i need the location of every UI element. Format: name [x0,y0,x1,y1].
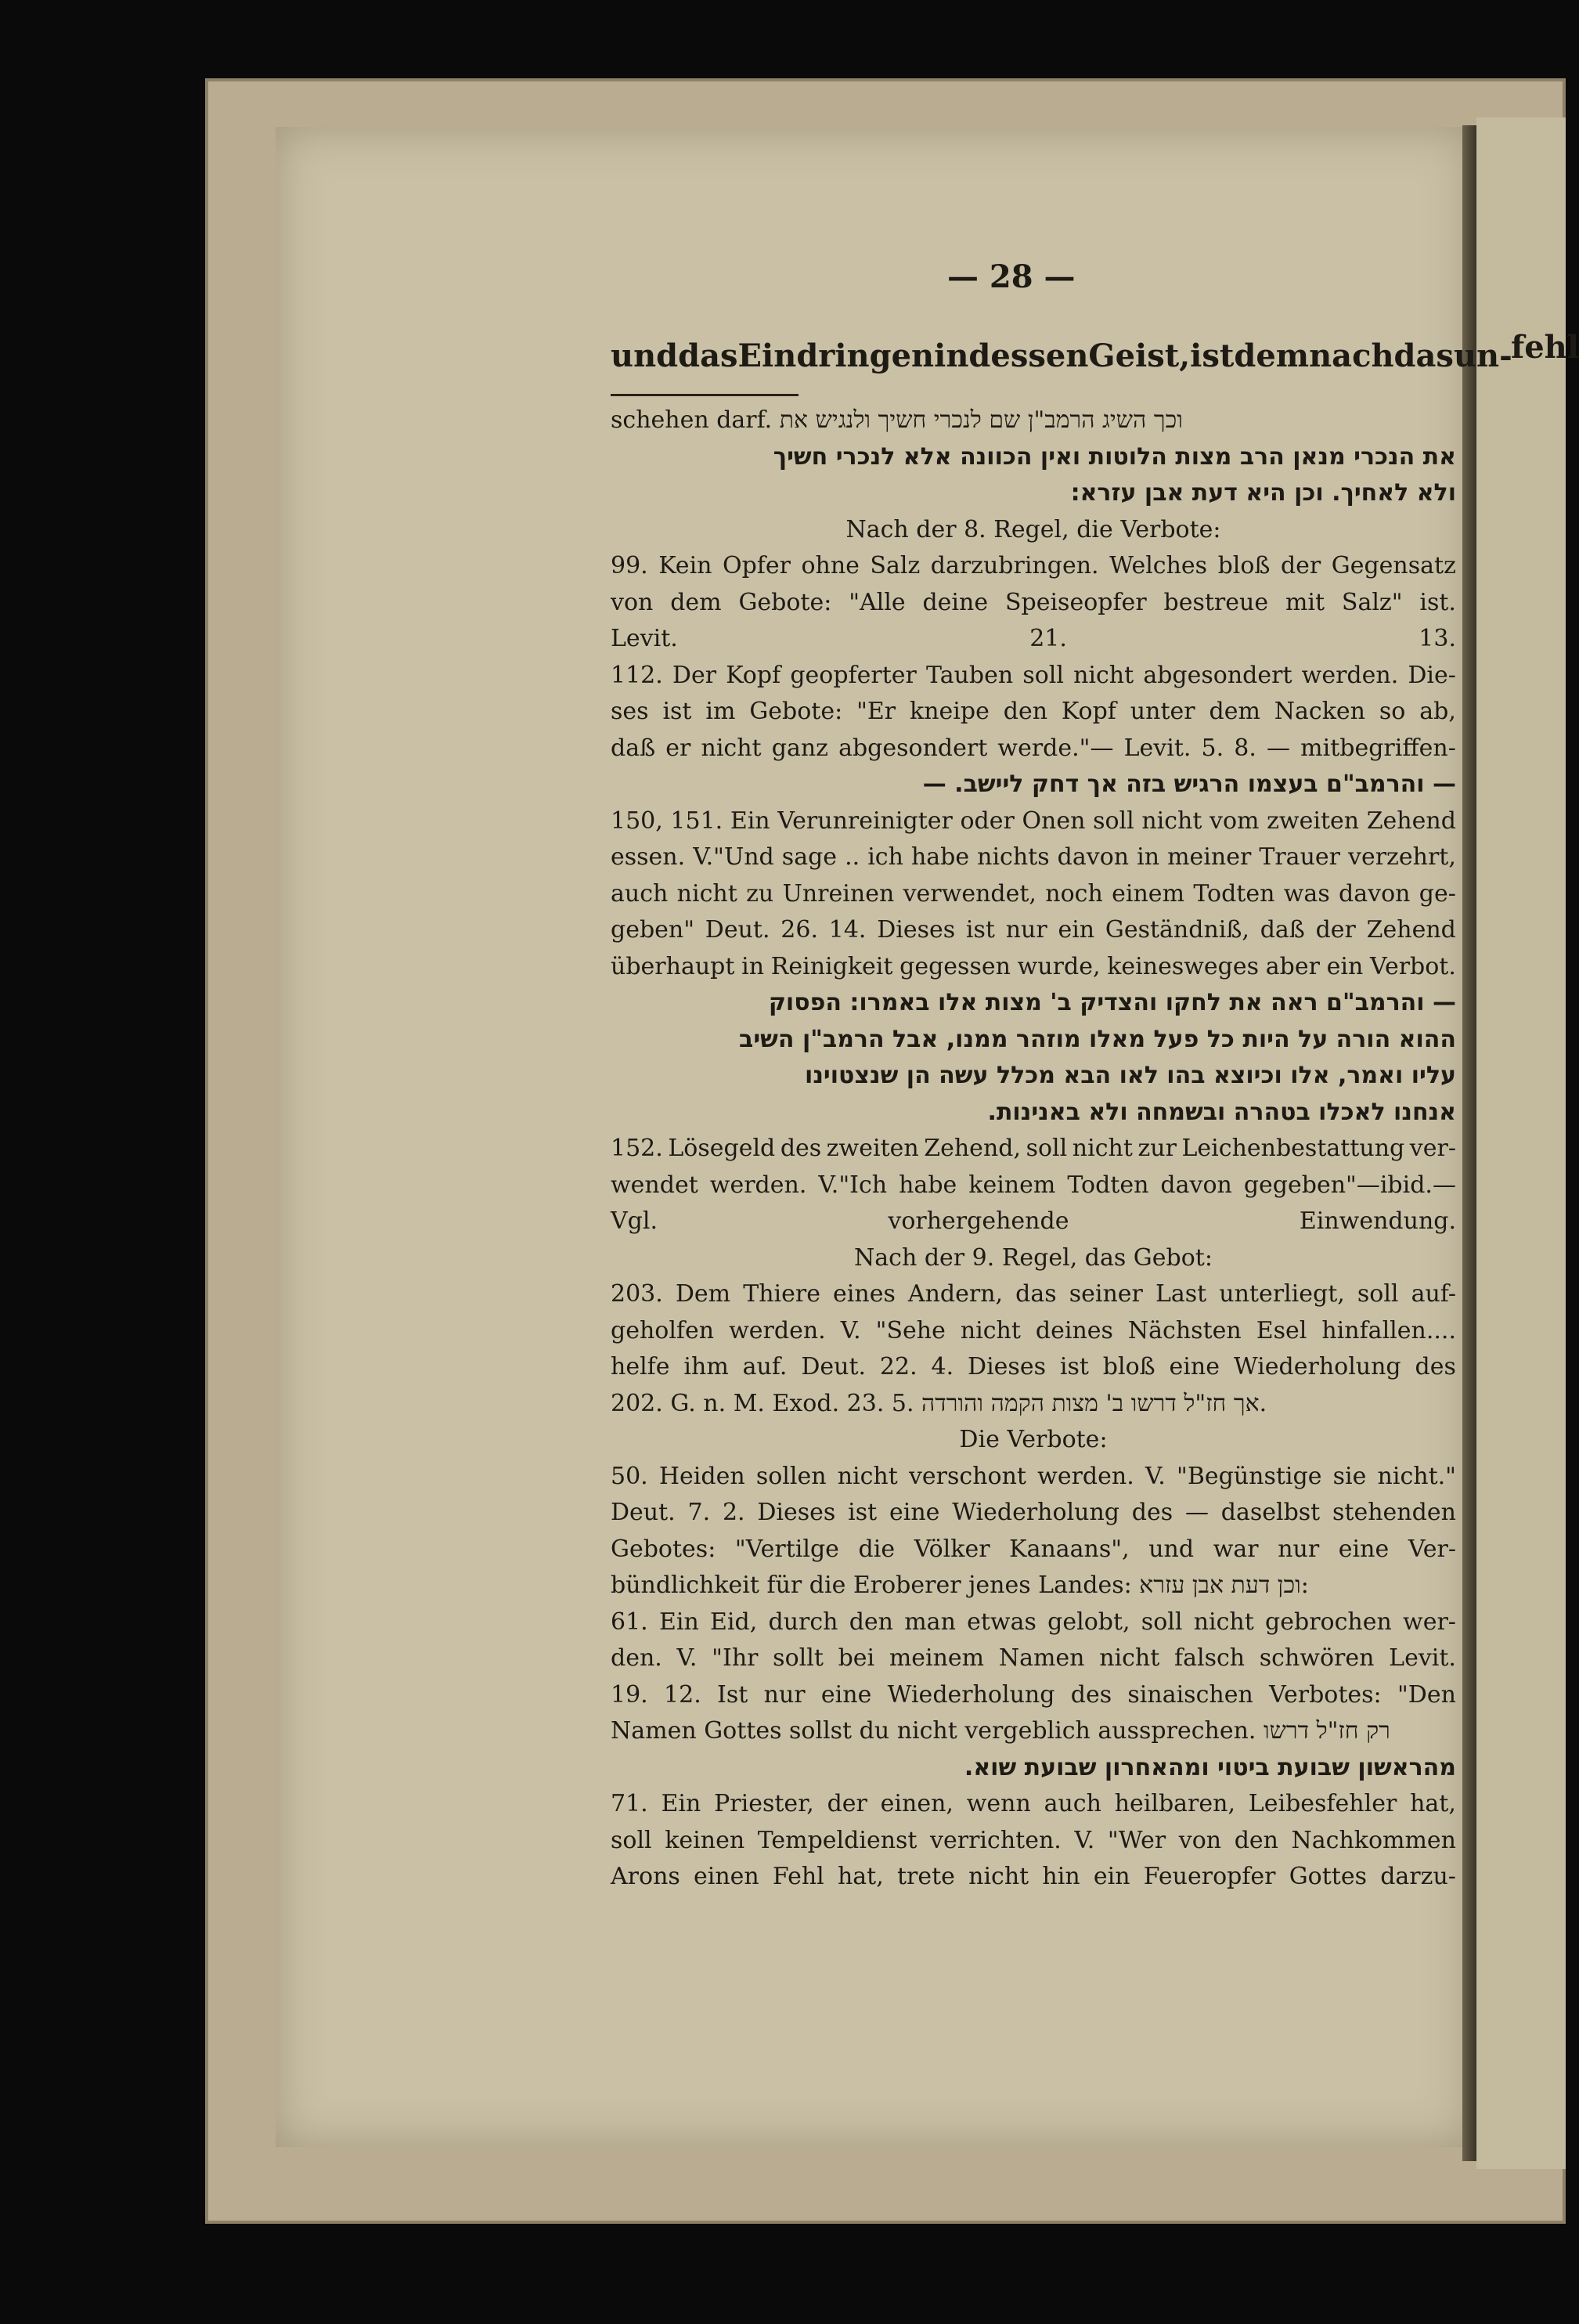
text-line: את הנכרי מנאן הרב מצות הלוטות ואין הכוונה אלא לנכרי חשיך [773,442,1456,471]
text-line: 203. Dem Thiere eines Andern, das seiner Last unterliegt, soll auf- [611,1280,1456,1308]
page-number: — 28 — [947,258,1076,295]
text-line: schehen darf. וכך השיג הרמב"ן שם לנכרי חשיך ולנגיש את [611,406,1183,434]
text-line: ההוא הורה על היות כל פעל מאלו מוזהר ממנו, אבל הרמב"ן השיב [739,1025,1456,1053]
text-line: Levit. 21. 13. [611,625,1456,652]
text-line: bündlichkeit für die Eroberer jenes Landes: וכן דעת אבן עזרא: [611,1572,1309,1599]
text-line: Gebotes: "Vertilge die Völker Kanaans", und war nur eine Ver- [611,1535,1456,1563]
next-page-edge [1476,117,1566,2169]
text-line: ולא לאחיך. וכן היא דעת אבן עזרא: [1070,479,1456,507]
text-line: 50. Heiden sollen nicht verschont werden. V. "Begünstige sie nicht." [611,1462,1456,1490]
text-line: 71. Ein Priester, der einen, wenn auch heilbaren, Leibesfehler hat, [611,1790,1456,1817]
text-line: geben" Deut. 26. 14. Dieses ist nur ein Geständniß, daß der Zehend [611,916,1456,944]
text-line: Namen Gottes sollst du nicht vergeblich aussprechen. רק חז"ל דרשו [611,1717,1390,1745]
text-line: Arons einen Fehl hat, trete nicht hin ein Feueropfer Gottes darzu- [611,1863,1456,1890]
text-line: Deut. 7. 2. Dieses ist eine Wiederholung des — daselbst stehenden [611,1499,1456,1526]
text-line: 61. Ein Eid, durch den man etwas gelobt, soll nicht gebrochen wer- [611,1608,1456,1636]
text-line: — והרמב"ם ראה את לחקו והצדיק ב' מצות אלו באמרו: הפסוק [768,989,1456,1016]
text-line: Vgl. vorhergehende Einwendung. [611,1207,1456,1235]
section-heading: Nach der 9. Regel, das Gebot: [854,1243,1213,1272]
book-gutter [1462,125,1476,2161]
section-heading: Nach der 8. Regel, die Verbote: [845,515,1221,543]
text-line: und das Eindringen in dessen Geist, ist demnach das un- [611,337,1512,374]
text-line: — והרמב"ם בעצמו הרגיש בזה אך דחק ליישב. — [922,770,1456,798]
section-heading: Die Verbote: [959,1426,1108,1453]
text-line: אנחנו לאכלו בטהרה ובשמחה ולא באנינות. [987,1098,1456,1126]
text-line: auch nicht zu Unreinen verwendet, noch einem Todten was davon ge- [611,879,1456,908]
text-line: מהראשון שבועת ביטוי ומהאחרון שבועת שוא. [964,1753,1456,1781]
page-text [611,321,1512,1896]
text-line: von dem Gebote: "Alle deine Speiseopfer bestreue mit Salz" ist. [611,588,1456,616]
text-line: den. V. "Ihr sollt bei meinem Namen nicht falsch schwören Levit. [611,1644,1456,1672]
text-line: soll keinen Tempeldienst verrichten. V. "Wer von den Nachkommen [611,1826,1456,1854]
text-line: 202. G. n. M. Exod. 23. 5. אך חז"ל דרשו ב' מצות הקמה והורדה. [611,1389,1267,1417]
text-line: ses ist im Gebote: "Er kneipe den Kopf unter dem Nacken so ab, [611,698,1456,725]
text-line: 152. Lösegeld des zweiten Zehend, soll nicht zur Leichenbestattung ver- [611,1135,1456,1162]
text-line: עליו ואמר, אלו וכיוצא בהו לאו הבא מכלל עשה הן שנצטוינו [805,1062,1456,1089]
text-line: essen. V."Und sage .. ich habe nichts davon in meiner Trauer verzehrt, [611,843,1456,871]
text-line: 19. 12. Ist nur eine Wiederholung des sinaischen Verbotes: "Den [611,1680,1456,1709]
text-line: geholfen werden. V. "Sehe nicht deines Nächsten Esel hinfallen.... [611,1316,1456,1344]
text-line: daß er nicht ganz abgesondert werde."— Levit. 5. 8. — mitbegriffen- [611,734,1456,762]
header-rule [611,394,799,396]
next-page-fragment: fehl [1511,329,1579,366]
text-line: überhaupt in Reinigkeit gegessen wurde, keinesweges aber ein Verbot. [611,952,1456,980]
text-line: 99. Kein Opfer ohne Salz darzubringen. Welches bloß der Gegensatz [611,552,1456,579]
text-line: helfe ihm auf. Deut. 22. 4. Dieses ist bloß eine Wiederholung des [611,1353,1456,1380]
text-line: 150, 151. Ein Verunreinigter oder Onen soll nicht vom zweiten Zehend [611,807,1456,835]
text-line: 112. Der Kopf geopferter Tauben soll nicht abgesondert werden. Die- [611,661,1456,689]
text-line: wendet werden. V."Ich habe keinem Todten davon gegeben"—ibid.— [611,1171,1456,1199]
